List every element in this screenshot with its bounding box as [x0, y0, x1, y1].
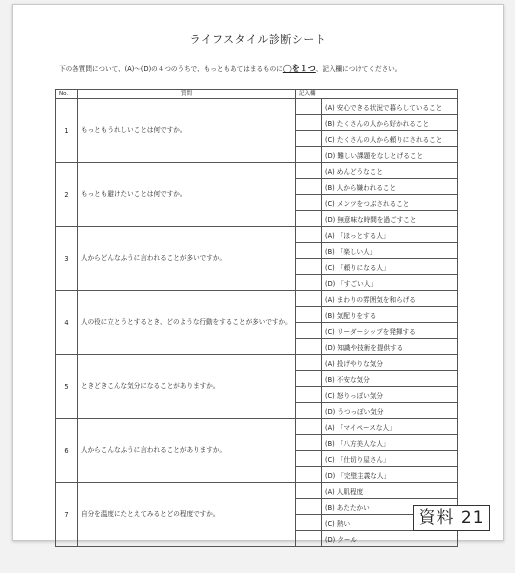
question-table-body	[56, 99, 458, 547]
question-text: 自分を温度にたとえてみるとどの程度ですか。	[78, 483, 296, 547]
option-text: (A) まわりの雰囲気を和らげる	[322, 291, 458, 307]
option-text: (A) 「マイペースな人」	[322, 419, 458, 435]
entry-cell[interactable]	[296, 403, 322, 419]
option-text: (B) 「楽しい人」	[322, 243, 458, 259]
option-text: (A) めんどうなこと	[322, 163, 458, 179]
header-question: 質問	[78, 90, 296, 99]
option-text: (B) 「八方美人な人」	[322, 435, 458, 451]
option-text: (D) 難しい課題をなしとげること	[322, 147, 458, 163]
table-row	[56, 99, 458, 115]
entry-cell[interactable]	[296, 131, 322, 147]
option-text: (B) 気配りをする	[322, 307, 458, 323]
table-row	[56, 419, 458, 435]
entry-cell[interactable]	[296, 259, 322, 275]
question-number: 6	[56, 419, 78, 483]
option-text: (D) 知識や技術を提供する	[322, 339, 458, 355]
question-text: もっとも避けたいことは何ですか。	[78, 163, 296, 227]
option-text: (C) 熱い	[322, 515, 458, 531]
entry-cell[interactable]	[296, 115, 322, 131]
option-text: (D) 「完璧主義な人」	[322, 467, 458, 483]
table-row	[56, 355, 458, 371]
question-number: 5	[56, 355, 78, 419]
option-text: (B) 不安な気分	[322, 371, 458, 387]
entry-cell[interactable]	[296, 195, 322, 211]
entry-cell[interactable]	[296, 211, 322, 227]
option-text: (A) 投げやりな気分	[322, 355, 458, 371]
instruction-text	[59, 63, 401, 74]
document-label: 資料 21	[413, 505, 490, 531]
question-text: 人からどんなふうに言われることが多いですか。	[78, 227, 296, 291]
option-text: (D) うつっぽい気分	[322, 403, 458, 419]
option-text: (C) 「頼りになる人」	[322, 259, 458, 275]
instruction-pre: 下の各質問について、(A)〜(D)の４つのうちで、もっともあてはまるものに	[59, 65, 283, 73]
header-no: No.	[56, 90, 78, 99]
option-text: (C) 「仕切り屋さん」	[322, 451, 458, 467]
entry-cell[interactable]	[296, 451, 322, 467]
entry-cell[interactable]	[296, 227, 322, 243]
question-number: 1	[56, 99, 78, 163]
option-text: (C) リーダーシップを発揮する	[322, 323, 458, 339]
entry-cell[interactable]	[296, 243, 322, 259]
entry-cell[interactable]	[296, 163, 322, 179]
entry-cell[interactable]	[296, 435, 322, 451]
entry-cell[interactable]	[296, 147, 322, 163]
option-text: (C) メンツをつぶされること	[322, 195, 458, 211]
sheet-title: ライフスタイル診断シート	[189, 33, 327, 46]
option-text: (A) 人肌程度	[322, 483, 458, 499]
question-number: 7	[56, 483, 78, 547]
option-text: (B) 人から嫌われること	[322, 179, 458, 195]
question-number: 3	[56, 227, 78, 291]
instruction-post: 、記入欄につけてください。	[315, 65, 402, 73]
option-text: (A) 安心できる状況で暮らしていること	[322, 99, 458, 115]
option-text: (D) クール	[322, 531, 458, 547]
question-number: 2	[56, 163, 78, 227]
option-text: (C) 怒りっぽい気分	[322, 387, 458, 403]
option-text: (B) あたたかい	[322, 499, 458, 515]
option-text: (D) 「すごい人」	[322, 275, 458, 291]
entry-cell[interactable]	[296, 531, 322, 547]
table-header-row	[56, 90, 458, 99]
table-row	[56, 227, 458, 243]
entry-cell[interactable]	[296, 179, 322, 195]
entry-cell[interactable]	[296, 499, 322, 515]
entry-cell[interactable]	[296, 419, 322, 435]
diagnosis-sheet	[12, 4, 504, 544]
option-text: (A) 「ほっとする人」	[322, 227, 458, 243]
header-entry: 記入欄	[296, 90, 458, 99]
entry-cell[interactable]	[296, 387, 322, 403]
entry-cell[interactable]	[296, 515, 322, 531]
table-row	[56, 291, 458, 307]
option-text: (C) たくさんの人から頼りにされること	[322, 131, 458, 147]
instruction-emphasis: ◯を１つ	[282, 64, 316, 73]
table-row	[56, 163, 458, 179]
table-row	[56, 483, 458, 499]
entry-cell[interactable]	[296, 467, 322, 483]
entry-cell[interactable]	[296, 291, 322, 307]
question-number: 4	[56, 291, 78, 355]
question-text: ときどきこんな気分になることがありますか。	[78, 355, 296, 419]
entry-cell[interactable]	[296, 371, 322, 387]
question-text: もっともうれしいことは何ですか。	[78, 99, 296, 163]
option-text: (D) 無意味な時間を過ごすこと	[322, 211, 458, 227]
entry-cell[interactable]	[296, 339, 322, 355]
entry-cell[interactable]	[296, 307, 322, 323]
question-table	[55, 89, 458, 547]
question-text: 人からこんなふうに言われることがありますか。	[78, 419, 296, 483]
entry-cell[interactable]	[296, 99, 322, 115]
entry-cell[interactable]	[296, 323, 322, 339]
option-text: (B) たくさんの人から好かれること	[322, 115, 458, 131]
entry-cell[interactable]	[296, 483, 322, 499]
entry-cell[interactable]	[296, 355, 322, 371]
question-text: 人の役に立とうとするとき、どのような行動をすることが多いですか。	[78, 291, 296, 355]
entry-cell[interactable]	[296, 275, 322, 291]
